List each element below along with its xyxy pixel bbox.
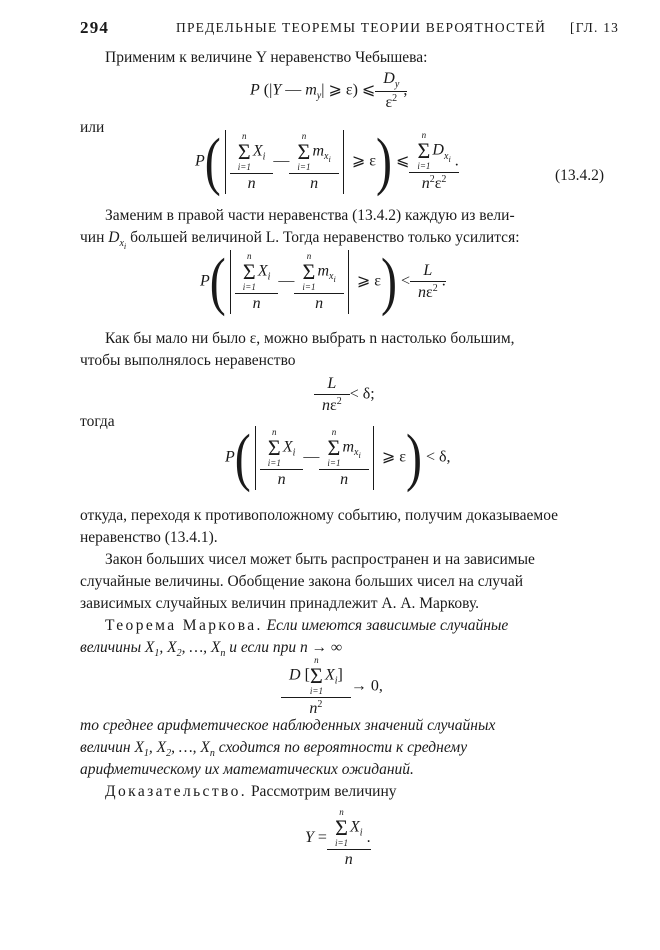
p2-rest: большей величиной L. Тогда неравенство только усилится:: [130, 229, 520, 246]
theorem-c2b: сходится по вероятности к среднему: [218, 739, 468, 756]
formula-Y-definition: Y = n Σ i=1 $X_i$ n .: [305, 807, 371, 868]
paragraph-replace-l1: Заменим в правой части неравенства (13.4.2) каждую из вели-: [105, 207, 515, 224]
formula-delta-bound: P( n Σ i=1 $X_i$ n — n Σ i=1 $m_{x_i}$ n ⩾ ε) < δ,: [225, 421, 451, 494]
theorem-c2a: величин X: [80, 739, 144, 756]
equation-number: (13.4.2): [555, 167, 605, 184]
paragraph-chebyshev-intro: Применим к величине Y неравенство Чебышева:: [105, 49, 428, 66]
theorem-line-2: величины $X_1$, $X_2$, …, $X_n$ и если при n → ∞: [80, 639, 342, 659]
paragraph-markov-l3: зависимых случайных величин принадлежит А. А. Маркову.: [80, 595, 480, 612]
running-title: ПРЕДЕЛЬНЫЕ ТЕОРЕМЫ ТЕОРИИ ВЕРОЯТНОСТЕЙ: [176, 20, 547, 35]
theorem-l2b: и если при n → ∞: [229, 639, 342, 656]
formula-13-4-2: P( n Σ i=1 $X_i$ n — n Σ i=1 $m_{x_i}$ n ⩾ ε) ⩽ n Σ i=1 $D_{x_i}$ $n^2\varepsilon^2$ .: [195, 125, 459, 198]
proof-title: Доказательство.: [105, 783, 248, 800]
theorem-l1: Если имеются зависимые случайные: [266, 617, 509, 634]
paragraph-epsilon-l1: Как бы мало ни было ε, можно выбрать n настолько большим,: [105, 330, 515, 347]
paragraph-replace-l2: чин $D_{x_i}$ большей величиной L. Тогда неравенство только усилится:: [80, 229, 520, 251]
paragraph-conclusion-l1: откуда, переходя к противоположному событию, получим доказываемое: [80, 507, 559, 524]
proof-line: [105, 781, 397, 803]
theorem-l2a: величины X: [80, 639, 155, 656]
theorem-conclusion-l2: величин $X_1$, $X_2$, …, $X_n$ сходится по вероятности к среднему: [80, 739, 468, 759]
theorem-line-1: [105, 615, 508, 637]
paragraph-conclusion-l2: неравенство (13.4.1).: [80, 529, 218, 546]
formula-chebyshev: P (|Y — $m_y|$ ⩾ ε) ⩽ $\frac{D_y}{\varepsilon^2}$ ,: [250, 70, 408, 111]
formula-markov-condition: D [ n Σ i=1 $X_i$] $n^2$ → 0,: [285, 656, 383, 718]
theorem-title: Теорема Маркова.: [105, 617, 263, 634]
p2-word-chin: чин: [80, 229, 105, 246]
word-togda: тогда: [80, 413, 115, 430]
formula-delta: $\frac{L}{n\varepsilon^2}$ < δ;: [318, 375, 375, 415]
theorem-conclusion-l1: то среднее арифметическое наблюденных значений случайных: [80, 717, 496, 734]
word-ili: или: [80, 119, 105, 136]
formula-L-bound: P( n Σ i=1 $X_i$ n — n Σ i=1 $m_{x_i}$ n ⩾ ε) < $\frac{L}{n\varepsilon^2}$ .: [200, 245, 446, 318]
theorem-conclusion-l3: арифметическому их математических ожиданий.: [80, 761, 414, 778]
paragraph-markov-l1: Закон больших чисел может быть распространен и на зависимые: [105, 551, 535, 568]
chapter-label: [ГЛ. 13: [570, 20, 620, 35]
paragraph-markov-l2: случайные величины. Обобщение закона больших чисел на случай: [80, 573, 524, 590]
page-number: 294: [80, 18, 110, 37]
proof-text: Рассмотрим величину: [250, 783, 397, 800]
paragraph-epsilon-l2: чтобы выполнялось неравенство: [80, 352, 296, 369]
